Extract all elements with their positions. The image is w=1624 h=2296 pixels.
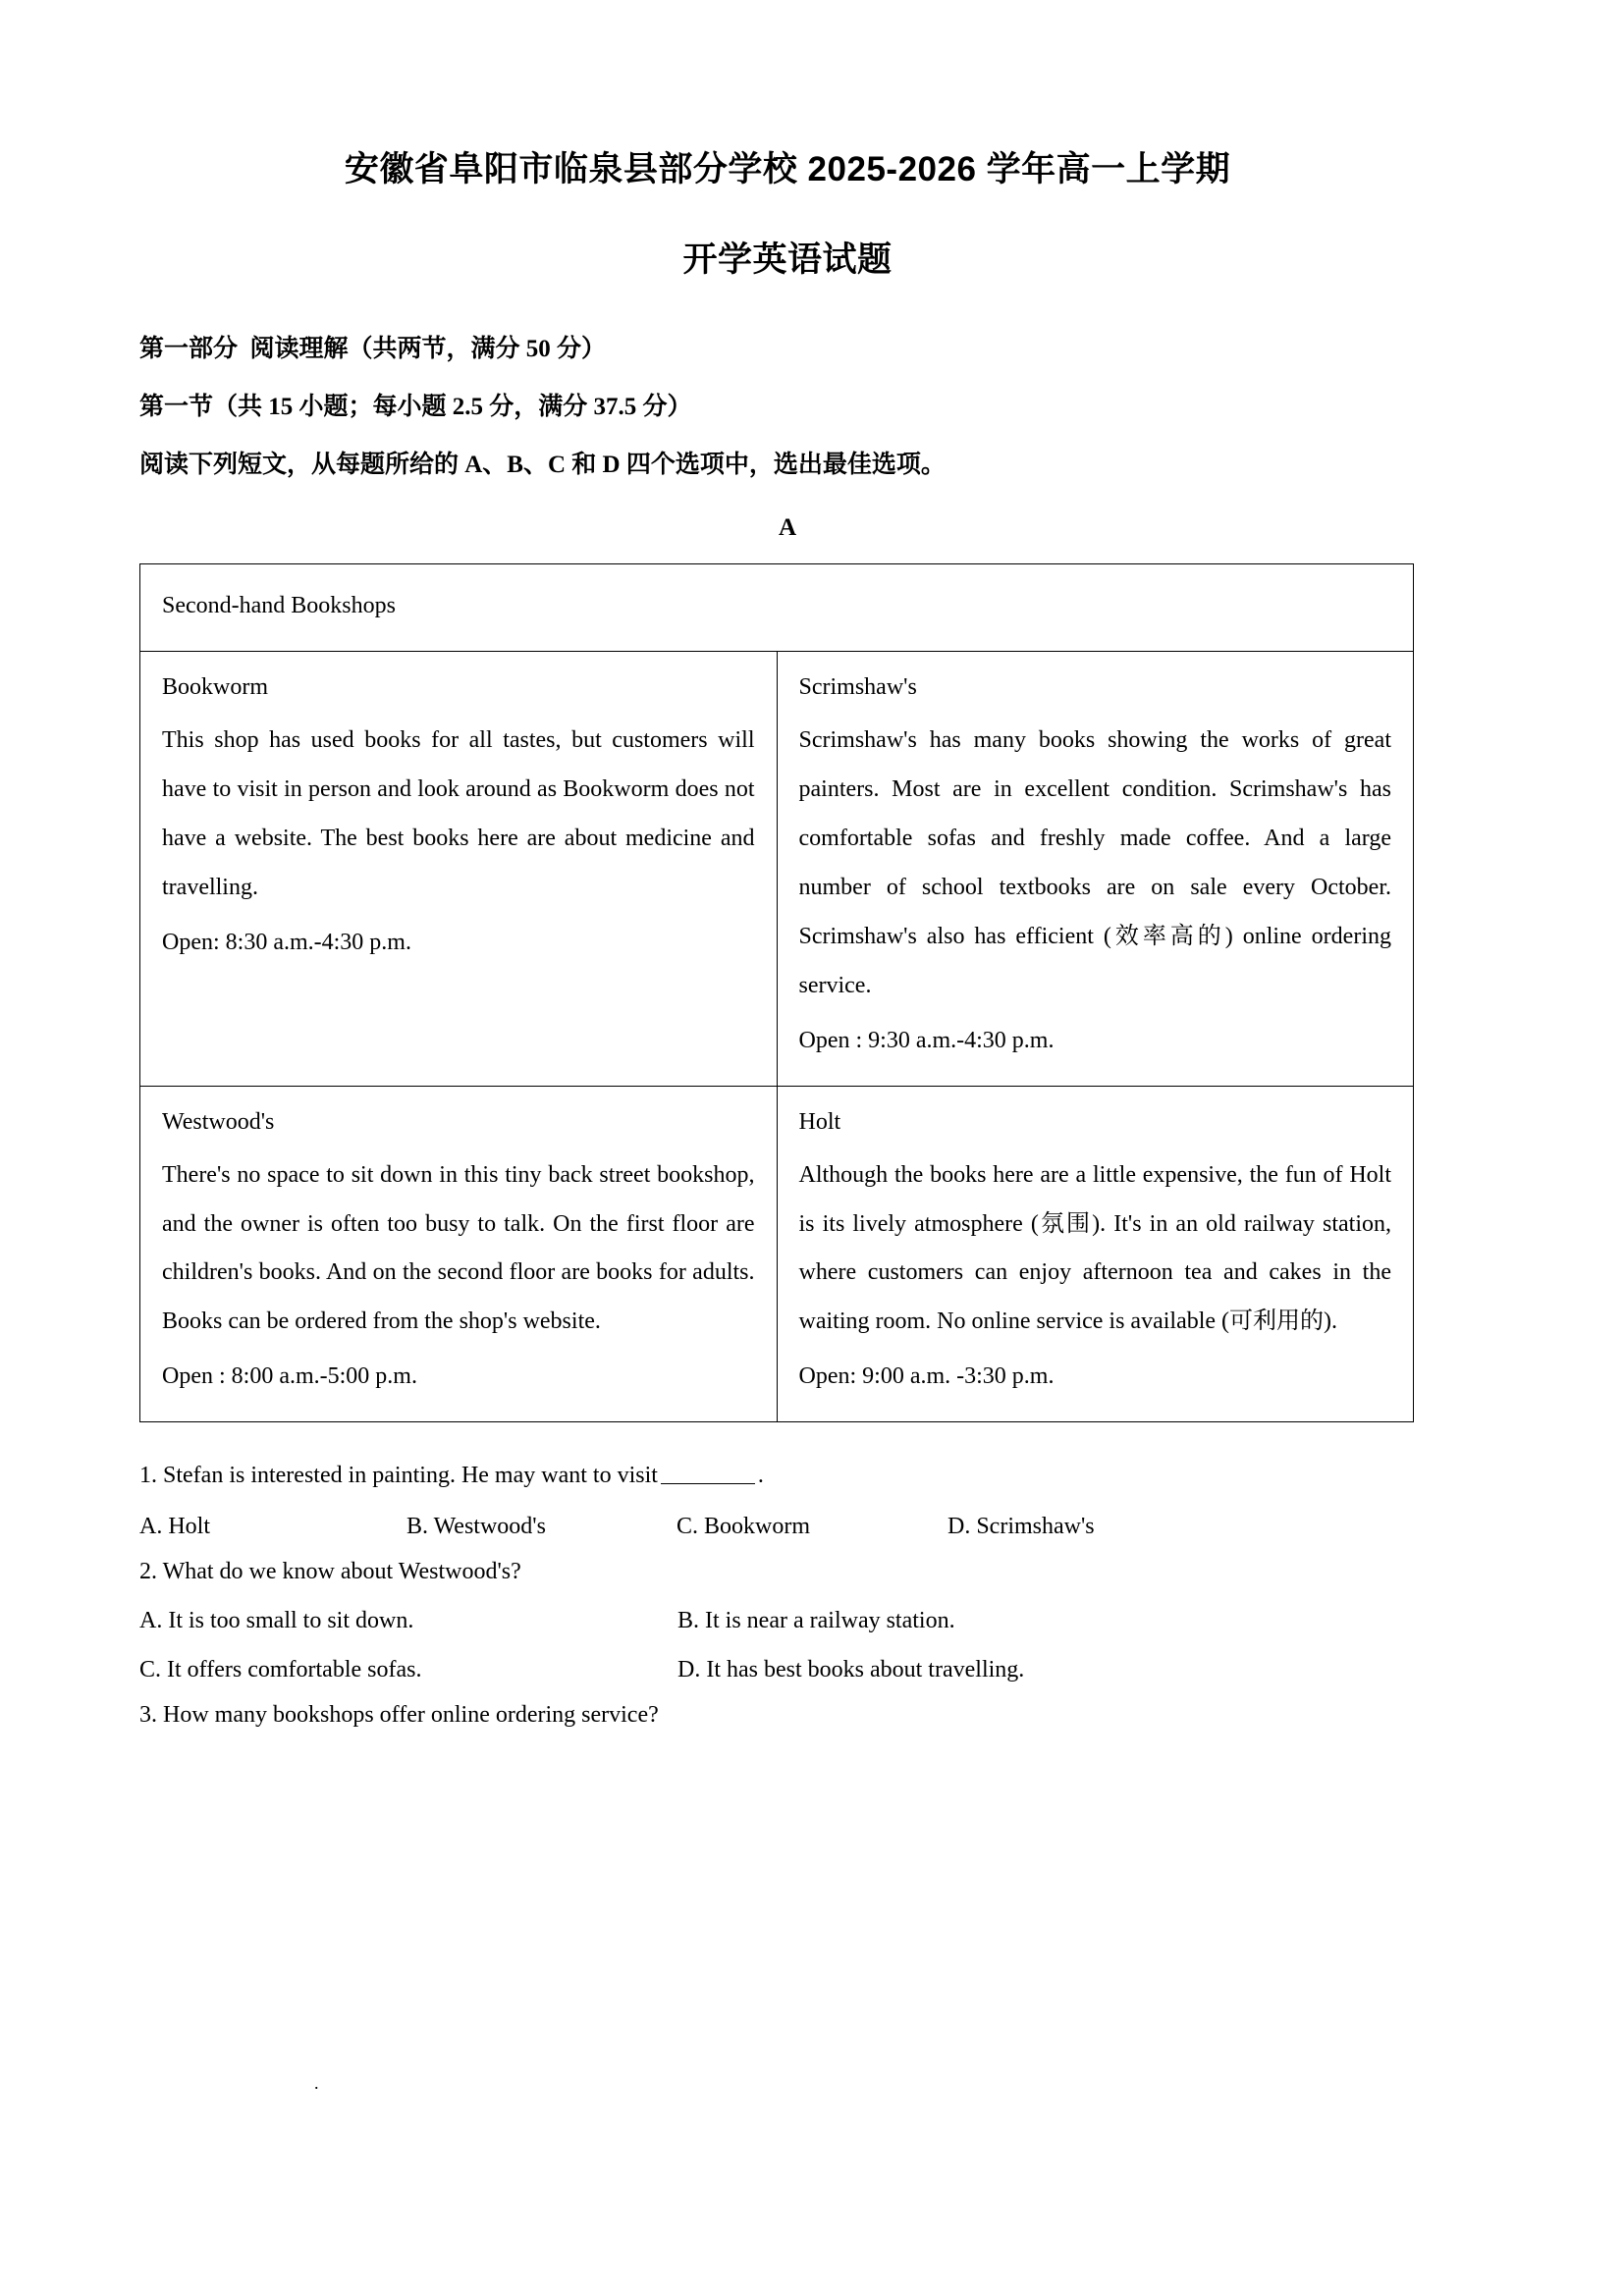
question-1-option-b[interactable]: B. Westwood's xyxy=(406,1514,546,1540)
question-2-stem: 2. What do we know about Westwood's? xyxy=(139,1559,521,1585)
table-header-cell: Second-hand Bookshops xyxy=(140,564,1414,652)
bookshops-table xyxy=(139,563,1414,1422)
shop-cell-bookworm xyxy=(140,652,778,1086)
page-content xyxy=(139,0,1435,1727)
shop-body-westwoods: There's no space to sit down in this tiny back street bookshop, and the owner is often too busy to talk. On the first floor are children's books. And on the second floor are books for adults. Books can be ordered from the shop's website. xyxy=(162,1161,755,1335)
table-row xyxy=(140,652,1414,1086)
shop-name-westwoods: Westwood's xyxy=(162,1108,275,1135)
question-1-option-c[interactable]: C. Bookworm xyxy=(677,1514,811,1540)
shop-body-scrimshaws: Scrimshaw's has many books showing the works of great painters. Most are in excellent condition. Scrimshaw's has comfortable sofas and freshly made coffee. And a large number of school textbooks are on sale every October. Scrimshaw's also has efficient (效率高的) online ordering service. xyxy=(798,727,1391,998)
shop-hours-bookworm: Open: 8:30 a.m.-4:30 p.m. xyxy=(162,929,411,955)
page-title-line-1: 安徽省阜阳市临泉县部分学校 2025-2026 学年高一上学期 xyxy=(344,150,1231,188)
shop-name-bookworm: Bookworm xyxy=(162,674,268,701)
table-row xyxy=(140,1086,1414,1422)
page-artifact-dot: . xyxy=(314,2073,319,2093)
question-2-options-row-1 xyxy=(139,1583,1435,1632)
questions-section xyxy=(139,1440,1435,1727)
question-3-stem: 3. How many bookshops offer online ordering service? xyxy=(139,1702,659,1729)
question-1-option-d[interactable]: D. Scrimshaw's xyxy=(947,1514,1095,1540)
shop-body-bookworm: This shop has used books for all tastes, but customers will have to visit in person and look around as Bookworm does not have a website. The best books here are about medicine and travelling. xyxy=(162,727,755,900)
shop-body-holt: Although the books here are a little expensive, the fun of Holt is its lively atmosphere (氛围). It's in an old railway station, where customers can enjoy afternoon tea and cakes in the waiting room. No online service is available (可利用的). xyxy=(798,1161,1391,1335)
shop-name-holt: Holt xyxy=(798,1108,841,1135)
shop-hours-holt: Open: 9:00 a.m. -3:30 p.m. xyxy=(798,1363,1055,1390)
direction-instruction: 阅读下列短文，从每题所给的 A、B、C 和 D 四个选项中，选出最佳选项。 xyxy=(139,452,946,479)
question-2-options-row-2 xyxy=(139,1632,1435,1682)
question-1-stem-text: 1. Stefan is interested in painting. He may want to visit xyxy=(139,1463,658,1489)
question-1-options xyxy=(139,1487,1435,1538)
shop-cell-westwoods xyxy=(140,1086,778,1422)
question-2-option-a[interactable]: A. It is too small to sit down. xyxy=(139,1608,414,1634)
shop-cell-holt xyxy=(777,1086,1414,1422)
question-1-option-a[interactable]: A. Holt xyxy=(139,1514,210,1540)
table-row-header xyxy=(140,564,1414,652)
shop-hours-scrimshaws: Open : 9:30 a.m.-4:30 p.m. xyxy=(798,1027,1055,1053)
question-1-stem xyxy=(139,1440,1435,1487)
question-2-option-c[interactable]: C. It offers comfortable sofas. xyxy=(139,1657,422,1683)
page-title-line-2: 开学英语试题 xyxy=(682,240,893,279)
direction-section-one: 第一节（共 15 小题；每小题 2.5 分，满分 37.5 分） xyxy=(139,394,692,421)
shop-hours-westwoods: Open : 8:00 a.m.-5:00 p.m. xyxy=(162,1363,417,1390)
direction-part-one: 第一部分 阅读理解（共两节，满分 50 分） xyxy=(139,336,607,363)
section-letter-a: A xyxy=(778,514,797,542)
question-2-option-d[interactable]: D. It has best books about travelling. xyxy=(677,1657,1025,1683)
question-2-option-b[interactable]: B. It is near a railway station. xyxy=(677,1608,955,1634)
question-1-stem-tail: . xyxy=(757,1463,764,1489)
question-1-answer-blank[interactable] xyxy=(661,1460,755,1484)
shop-cell-scrimshaws xyxy=(777,652,1414,1086)
shop-name-scrimshaws: Scrimshaw's xyxy=(798,674,917,701)
